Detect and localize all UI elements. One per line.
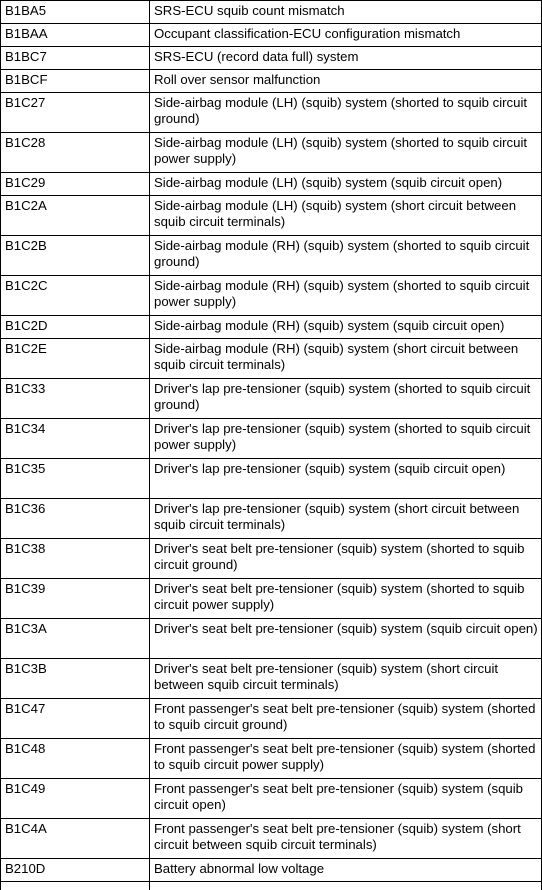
dtc-description-cell: Front passenger's seat belt pre-tensioner (squib) system (shorted to squib circuit power supply) [150, 739, 542, 779]
table-row [1, 819, 542, 859]
dtc-code-cell: B1C3A [1, 619, 150, 659]
dtc-description-cell: Front passenger's seat belt pre-tensioner (squib) system (shorted to squib circuit ground) [150, 699, 542, 739]
table-row [1, 24, 542, 47]
table-row [1, 619, 542, 659]
dtc-description-cell: Side-airbag module (LH) (squib) system (shorted to squib circuit power supply) [150, 133, 542, 173]
table-row [1, 579, 542, 619]
dtc-code-cell: B1C34 [1, 419, 150, 459]
dtc-code-cell: B210D [1, 859, 150, 882]
dtc-description-cell: Driver's seat belt pre-tensioner (squib) system (squib circuit open) [150, 619, 542, 659]
table-row [1, 459, 542, 499]
dtc-description-cell: Driver's seat belt pre-tensioner (squib) system (shorted to squib circuit ground) [150, 539, 542, 579]
dtc-code-cell: B1BC7 [1, 47, 150, 70]
dtc-code-cell: B1BA5 [1, 1, 150, 24]
table-row [1, 93, 542, 133]
dtc-description-cell: Occupant classification-ECU configuration mismatch [150, 24, 542, 47]
dtc-description-cell: SRS-ECU squib count mismatch [150, 1, 542, 24]
dtc-code-cell: B1C28 [1, 133, 150, 173]
table-row [1, 173, 542, 196]
table-row [1, 47, 542, 70]
dtc-code-cell: B1C2C [1, 276, 150, 316]
dtc-description-cell: Side-airbag module (LH) (squib) system (squib circuit open) [150, 173, 542, 196]
dtc-code-cell: B1C2D [1, 316, 150, 339]
dtc-code-cell [1, 882, 150, 890]
dtc-description-cell: Side-airbag module (RH) (squib) system (short circuit between squib circuit terminals) [150, 339, 542, 379]
dtc-code-cell: B1C39 [1, 579, 150, 619]
table-row [1, 1, 542, 24]
dtc-description-cell: Driver's lap pre-tensioner (squib) system (shorted to squib circuit power supply) [150, 419, 542, 459]
dtc-code-cell: B1C27 [1, 93, 150, 133]
dtc-description-cell: Driver's seat belt pre-tensioner (squib) system (shorted to squib circuit power supply) [150, 579, 542, 619]
dtc-code-cell: B1C2B [1, 236, 150, 276]
dtc-code-cell: B1C4A [1, 819, 150, 859]
table-row [1, 196, 542, 236]
table-row [1, 739, 542, 779]
table-row [1, 499, 542, 539]
dtc-code-cell: B1C35 [1, 459, 150, 499]
dtc-description-cell: Side-airbag module (RH) (squib) system (shorted to squib circuit power supply) [150, 276, 542, 316]
table-row [1, 70, 542, 93]
dtc-description-cell: Battery abnormal low voltage [150, 859, 542, 882]
dtc-code-cell: B1C49 [1, 779, 150, 819]
dtc-code-cell: B1C33 [1, 379, 150, 419]
table-row [1, 379, 542, 419]
dtc-code-cell: B1C38 [1, 539, 150, 579]
dtc-code-cell: B1C48 [1, 739, 150, 779]
dtc-description-cell: Front passenger's seat belt pre-tensioner (squib) system (squib circuit open) [150, 779, 542, 819]
table-row [1, 699, 542, 739]
table-row [1, 419, 542, 459]
dtc-code-cell: B1C47 [1, 699, 150, 739]
table-row [1, 882, 542, 890]
dtc-description-cell: Driver's lap pre-tensioner (squib) system (shorted to squib circuit ground) [150, 379, 542, 419]
table-row [1, 316, 542, 339]
table-row [1, 236, 542, 276]
dtc-code-cell: B1BAA [1, 24, 150, 47]
dtc-code-cell: B1C3B [1, 659, 150, 699]
dtc-code-cell: B1C29 [1, 173, 150, 196]
dtc-description-cell: Side-airbag module (LH) (squib) system (shorted to squib circuit ground) [150, 93, 542, 133]
dtc-description-cell: Driver's lap pre-tensioner (squib) system (squib circuit open) [150, 459, 542, 499]
dtc-description-cell: Front passenger's seat belt pre-tensioner (squib) system (short circuit between squib circuit terminals) [150, 819, 542, 859]
dtc-description-cell [150, 882, 542, 890]
dtc-description-cell: Side-airbag module (RH) (squib) system (shorted to squib circuit ground) [150, 236, 542, 276]
dtc-description-cell: SRS-ECU (record data full) system [150, 47, 542, 70]
table-row [1, 539, 542, 579]
table-row [1, 276, 542, 316]
dtc-description-cell: Side-airbag module (RH) (squib) system (squib circuit open) [150, 316, 542, 339]
table-row [1, 133, 542, 173]
table-row [1, 859, 542, 882]
dtc-description-cell: Driver's seat belt pre-tensioner (squib) system (short circuit between squib circuit terminals) [150, 659, 542, 699]
dtc-description-cell: Roll over sensor malfunction [150, 70, 542, 93]
dtc-table-body [1, 1, 542, 890]
dtc-code-cell: B1C2A [1, 196, 150, 236]
table-row [1, 659, 542, 699]
dtc-code-cell: B1BCF [1, 70, 150, 93]
table-row [1, 779, 542, 819]
dtc-code-cell: B1C2E [1, 339, 150, 379]
dtc-description-cell: Driver's lap pre-tensioner (squib) system (short circuit between squib circuit terminals) [150, 499, 542, 539]
table-row [1, 339, 542, 379]
dtc-description-cell: Side-airbag module (LH) (squib) system (short circuit between squib circuit terminals) [150, 196, 542, 236]
dtc-code-cell: B1C36 [1, 499, 150, 539]
